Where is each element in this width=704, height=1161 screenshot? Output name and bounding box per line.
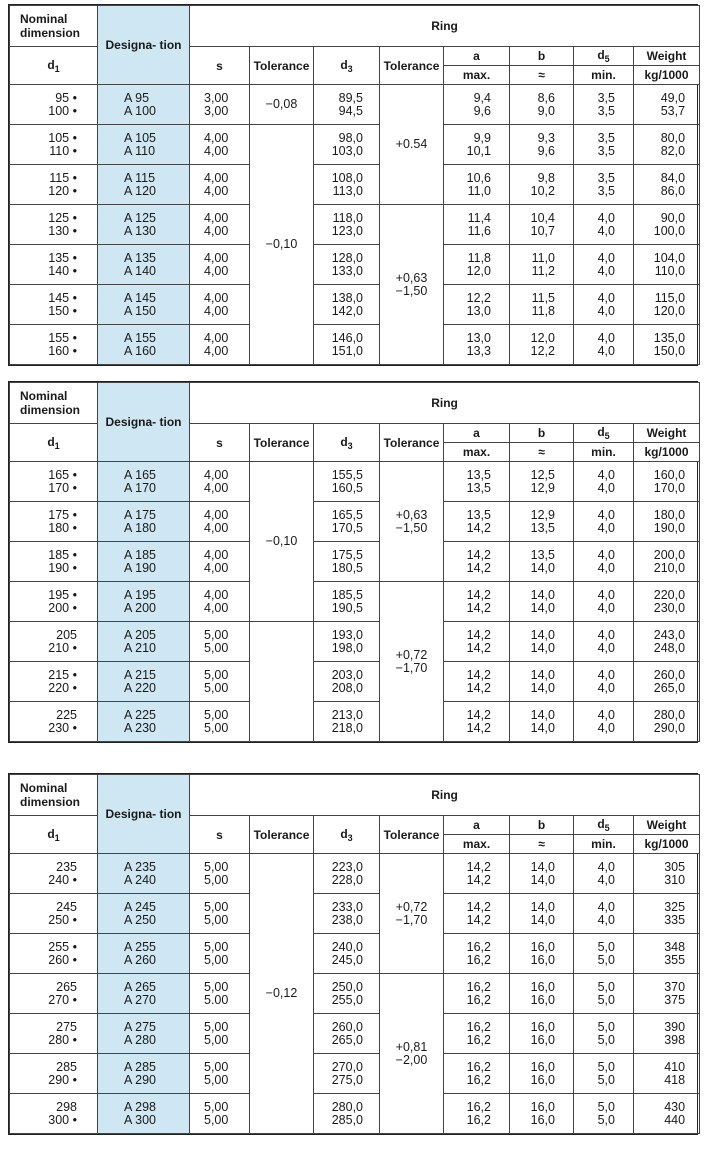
d5-cell: 5,0 5,0 — [574, 1054, 634, 1094]
d3-cell: 165,5 170,5 — [314, 502, 380, 542]
b-cell: 12,5 12,9 — [510, 462, 574, 502]
weight-cell: 260,0 265,0 — [634, 662, 700, 702]
weight-unit-header: kg/1000 — [634, 443, 700, 462]
weight-header: Weight — [634, 424, 700, 443]
d3-header: $d_3$ — [314, 816, 380, 854]
d3-tolerance-cell: +0,72 −1,70 — [380, 854, 444, 974]
weight-cell: 49,0 53,7 — [634, 85, 700, 125]
designation-cell: A 175 A 180 — [98, 502, 190, 542]
a-cell: 14,2 14,2 — [444, 702, 510, 742]
d5-cell: 5,0 5,0 — [574, 1014, 634, 1054]
a-cell: 13,0 13,3 — [444, 325, 510, 365]
d3-cell: 240,0 245,0 — [314, 934, 380, 974]
a-max-header: max. — [444, 835, 510, 854]
dimension-table — [9, 382, 700, 742]
table-2 — [8, 381, 698, 743]
d5-cell: 3,5 3,5 — [574, 125, 634, 165]
d3-cell: 146,0 151,0 — [314, 325, 380, 365]
d5-header: $d_5$ — [574, 816, 634, 835]
nominal-d1-cell: 235 240 • — [10, 854, 98, 894]
b-cell: 14,0 14,0 — [510, 854, 574, 894]
a-cell: 13,5 13,5 — [444, 462, 510, 502]
s-cell: 4,00 4,00 — [190, 205, 250, 245]
designation-cell: A 195 A 200 — [98, 582, 190, 622]
weight-cell: 220,0 230,0 — [634, 582, 700, 622]
nominal-dimension-header: Nominal dimension — [10, 775, 98, 816]
weight-cell: 390 398 — [634, 1014, 700, 1054]
d5-min-header: min. — [574, 835, 634, 854]
d5-cell: 4,0 4,0 — [574, 622, 634, 662]
s-tolerance-cell: −0,12 — [250, 854, 314, 1134]
d3-cell: 118,0 123,0 — [314, 205, 380, 245]
weight-cell: 200,0 210,0 — [634, 542, 700, 582]
a-max-header: max. — [444, 66, 510, 85]
table-row — [10, 165, 700, 205]
a-cell: 11,4 11,6 — [444, 205, 510, 245]
designation-cell: A 115 A 120 — [98, 165, 190, 205]
a-cell: 16,2 16,2 — [444, 934, 510, 974]
d3-cell: 175,5 180,5 — [314, 542, 380, 582]
s-header: s — [190, 424, 250, 462]
nominal-d1-cell: 165 • 170 • — [10, 462, 98, 502]
weight-cell: 115,0 120,0 — [634, 285, 700, 325]
d3-cell: 89,5 94,5 — [314, 85, 380, 125]
ring-header: Ring — [190, 775, 700, 816]
designation-cell: A 235 A 240 — [98, 854, 190, 894]
s-cell: 4,00 4,00 — [190, 502, 250, 542]
a-cell: 14,2 14,2 — [444, 662, 510, 702]
d3-cell: 108,0 113,0 — [314, 165, 380, 205]
s-cell: 4,00 4,00 — [190, 325, 250, 365]
table-row — [10, 1014, 700, 1054]
d5-min-header: min. — [574, 66, 634, 85]
s-cell: 4,00 4,00 — [190, 462, 250, 502]
s-cell: 5,00 5,00 — [190, 702, 250, 742]
weight-cell: 180,0 190,0 — [634, 502, 700, 542]
d3-header: $d_3$ — [314, 47, 380, 85]
d3-tolerance-header: Tolerance — [380, 424, 444, 462]
designation-header: Designa- tion — [98, 6, 190, 85]
d5-cell: 5,0 5,0 — [574, 934, 634, 974]
weight-cell: 104,0 110,0 — [634, 245, 700, 285]
d3-cell: 138,0 142,0 — [314, 285, 380, 325]
a-cell: 14,2 14,2 — [444, 582, 510, 622]
s-header: s — [190, 47, 250, 85]
weight-cell: 90,0 100,0 — [634, 205, 700, 245]
designation-cell: A 255 A 260 — [98, 934, 190, 974]
table-row — [10, 125, 700, 165]
nominal-d1-cell: 225 230 • — [10, 702, 98, 742]
b-cell: 16,0 16,0 — [510, 974, 574, 1014]
d5-header: $d_5$ — [574, 47, 634, 66]
table-row — [10, 325, 700, 365]
a-cell: 13,5 14,2 — [444, 502, 510, 542]
s-tolerance-header: Tolerance — [250, 816, 314, 854]
designation-cell: A 265 A 270 — [98, 974, 190, 1014]
d3-cell: 250,0 255,0 — [314, 974, 380, 1014]
nominal-d1-cell: 298 300 • — [10, 1094, 98, 1134]
nominal-dimension-header: Nominal dimension — [10, 6, 98, 47]
s-cell: 4,00 4,00 — [190, 542, 250, 582]
nominal-d1-cell: 255 • 260 • — [10, 934, 98, 974]
s-header: s — [190, 816, 250, 854]
nominal-dimension-header: Nominal dimension — [10, 383, 98, 424]
b-cell: 16,0 16,0 — [510, 1014, 574, 1054]
table-row — [10, 1054, 700, 1094]
s-cell: 5,00 5,00 — [190, 662, 250, 702]
weight-unit-header: kg/1000 — [634, 66, 700, 85]
s-cell: 5,00 5,00 — [190, 894, 250, 934]
d3-cell: 270,0 275,0 — [314, 1054, 380, 1094]
weight-unit-header: kg/1000 — [634, 835, 700, 854]
dimension-table — [9, 774, 700, 1134]
d5-cell: 4,0 4,0 — [574, 285, 634, 325]
a-cell: 16,2 16,2 — [444, 974, 510, 1014]
table-row — [10, 622, 700, 662]
table-row — [10, 974, 700, 1014]
d5-cell: 3,5 3,5 — [574, 165, 634, 205]
b-cell: 12,0 12,2 — [510, 325, 574, 365]
a-cell: 14,2 14,2 — [444, 854, 510, 894]
s-cell: 4,00 4,00 — [190, 125, 250, 165]
weight-cell: 348 355 — [634, 934, 700, 974]
table-row — [10, 894, 700, 934]
d1-header: $d_1$ — [10, 424, 98, 462]
d3-tolerance-cell: +0.54 — [380, 85, 444, 205]
nominal-d1-cell: 95 • 100 • — [10, 85, 98, 125]
b-cell: 11,0 11,2 — [510, 245, 574, 285]
a-cell: 9,9 10,1 — [444, 125, 510, 165]
a-max-header: max. — [444, 443, 510, 462]
d5-cell: 4,0 4,0 — [574, 662, 634, 702]
a-cell: 10,6 11,0 — [444, 165, 510, 205]
designation-cell: A 95 A 100 — [98, 85, 190, 125]
b-cell: 14,0 14,0 — [510, 662, 574, 702]
weight-header: Weight — [634, 816, 700, 835]
b-cell: 14,0 14,0 — [510, 582, 574, 622]
d3-tolerance-cell: +0,63 −1,50 — [380, 462, 444, 582]
s-cell: 3,00 3,00 — [190, 85, 250, 125]
b-cell: 9,8 10,2 — [510, 165, 574, 205]
d3-cell: 213,0 218,0 — [314, 702, 380, 742]
s-cell: 5,00 5.00 — [190, 974, 250, 1014]
a-cell: 16,2 16,2 — [444, 1094, 510, 1134]
d5-cell: 4,0 4,0 — [574, 245, 634, 285]
s-tolerance-cell — [250, 622, 314, 742]
d3-header: $d_3$ — [314, 424, 380, 462]
a-cell: 9,4 9,6 — [444, 85, 510, 125]
b-cell: 14,0 14,0 — [510, 622, 574, 662]
weight-cell: 325 335 — [634, 894, 700, 934]
nominal-d1-cell: 275 280 • — [10, 1014, 98, 1054]
nominal-d1-cell: 185 • 190 • — [10, 542, 98, 582]
b-approx-header: ≈ — [510, 835, 574, 854]
d5-cell: 4,0 4,0 — [574, 325, 634, 365]
d3-cell: 203,0 208,0 — [314, 662, 380, 702]
s-cell: 5,00 5,00 — [190, 1054, 250, 1094]
d3-tolerance-header: Tolerance — [380, 816, 444, 854]
s-cell: 4,00 4,00 — [190, 582, 250, 622]
designation-cell: A 275 A 280 — [98, 1014, 190, 1054]
table-row — [10, 702, 700, 742]
s-tolerance-header: Tolerance — [250, 47, 314, 85]
b-cell: 14,0 14,0 — [510, 702, 574, 742]
b-cell: 16,0 16,0 — [510, 1054, 574, 1094]
d3-cell: 185,5 190,5 — [314, 582, 380, 622]
d3-cell: 280,0 285,0 — [314, 1094, 380, 1134]
d3-tolerance-cell: +0,81 −2,00 — [380, 974, 444, 1134]
d5-cell: 5,0 5,0 — [574, 1094, 634, 1134]
weight-cell: 243,0 248,0 — [634, 622, 700, 662]
a-cell: 14,2 14,2 — [444, 894, 510, 934]
designation-cell: A 225 A 230 — [98, 702, 190, 742]
d3-tolerance-cell: +0,72 −1,70 — [380, 582, 444, 742]
table-3 — [8, 773, 698, 1135]
d5-cell: 4,0 4,0 — [574, 854, 634, 894]
a-cell: 12,2 13,0 — [444, 285, 510, 325]
d5-cell: 4,0 4,0 — [574, 702, 634, 742]
a-cell: 11,8 12,0 — [444, 245, 510, 285]
s-cell: 4,00 4,00 — [190, 165, 250, 205]
b-cell: 16,0 16,0 — [510, 934, 574, 974]
designation-cell: A 145 A 150 — [98, 285, 190, 325]
d3-tolerance-header: Tolerance — [380, 47, 444, 85]
b-cell: 9,3 9,6 — [510, 125, 574, 165]
table-row — [10, 462, 700, 502]
d5-min-header: min. — [574, 443, 634, 462]
s-cell: 5,00 5,00 — [190, 622, 250, 662]
designation-cell: A 105 A 110 — [98, 125, 190, 165]
d1-header: $d_1$ — [10, 816, 98, 854]
a-header: a — [444, 47, 510, 66]
s-tolerance-cell: −0,08 — [250, 85, 314, 125]
s-cell: 5,00 5,00 — [190, 1014, 250, 1054]
b-header: b — [510, 424, 574, 443]
a-cell: 14,2 14,2 — [444, 622, 510, 662]
s-tolerance-header: Tolerance — [250, 424, 314, 462]
table-row — [10, 85, 700, 125]
weight-cell: 370 375 — [634, 974, 700, 1014]
s-cell: 5,00 5,00 — [190, 854, 250, 894]
designation-cell: A 125 A 130 — [98, 205, 190, 245]
nominal-d1-cell: 205 210 • — [10, 622, 98, 662]
nominal-d1-cell: 135 • 140 • — [10, 245, 98, 285]
weight-cell: 430 440 — [634, 1094, 700, 1134]
designation-cell: A 298 A 300 — [98, 1094, 190, 1134]
weight-cell: 410 418 — [634, 1054, 700, 1094]
nominal-d1-cell: 145 • 150 • — [10, 285, 98, 325]
table-row — [10, 662, 700, 702]
b-approx-header: ≈ — [510, 443, 574, 462]
ring-header: Ring — [190, 383, 700, 424]
s-tolerance-cell: −0,10 — [250, 125, 314, 365]
weight-cell: 80,0 82,0 — [634, 125, 700, 165]
d5-cell: 4,0 4,0 — [574, 462, 634, 502]
s-cell: 5,00 5,00 — [190, 1094, 250, 1134]
b-cell: 8,6 9,0 — [510, 85, 574, 125]
designation-cell: A 205 A 210 — [98, 622, 190, 662]
s-cell: 4,00 4,00 — [190, 245, 250, 285]
nominal-d1-cell: 175 • 180 • — [10, 502, 98, 542]
weight-cell: 305 310 — [634, 854, 700, 894]
d3-cell: 128,0 133,0 — [314, 245, 380, 285]
nominal-d1-cell: 105 • 110 • — [10, 125, 98, 165]
nominal-d1-cell: 285 290 • — [10, 1054, 98, 1094]
d3-cell: 155,5 160,5 — [314, 462, 380, 502]
d5-cell: 4,0 4,0 — [574, 894, 634, 934]
s-tolerance-cell: −0,10 — [250, 462, 314, 622]
designation-cell: A 135 A 140 — [98, 245, 190, 285]
b-cell: 10,4 10,7 — [510, 205, 574, 245]
d3-cell: 260,0 265,0 — [314, 1014, 380, 1054]
table-row — [10, 934, 700, 974]
designation-header: Designa- tion — [98, 775, 190, 854]
d5-cell: 4,0 4,0 — [574, 542, 634, 582]
d5-header: $d_5$ — [574, 424, 634, 443]
designation-cell: A 215 A 220 — [98, 662, 190, 702]
b-cell: 11,5 11,8 — [510, 285, 574, 325]
weight-cell: 280,0 290,0 — [634, 702, 700, 742]
a-header: a — [444, 816, 510, 835]
nominal-d1-cell: 155 • 160 • — [10, 325, 98, 365]
a-header: a — [444, 424, 510, 443]
d3-cell: 193,0 198,0 — [314, 622, 380, 662]
b-header: b — [510, 816, 574, 835]
table-row — [10, 582, 700, 622]
table-row — [10, 542, 700, 582]
nominal-d1-cell: 125 • 130 • — [10, 205, 98, 245]
d3-cell: 223,0 228,0 — [314, 854, 380, 894]
d3-tolerance-cell: +0,63 −1,50 — [380, 205, 444, 365]
d1-header: $d_1$ — [10, 47, 98, 85]
designation-cell: A 165 A 170 — [98, 462, 190, 502]
designation-cell: A 155 A 160 — [98, 325, 190, 365]
d5-cell: 4,0 4,0 — [574, 582, 634, 622]
designation-cell: A 245 A 250 — [98, 894, 190, 934]
nominal-d1-cell: 195 • 200 • — [10, 582, 98, 622]
a-cell: 14,2 14,2 — [444, 542, 510, 582]
nominal-d1-cell: 115 • 120 • — [10, 165, 98, 205]
nominal-d1-cell: 215 • 220 • — [10, 662, 98, 702]
s-cell: 4,00 4,00 — [190, 285, 250, 325]
table-row — [10, 1094, 700, 1134]
b-cell: 13,5 14,0 — [510, 542, 574, 582]
ring-header: Ring — [190, 6, 700, 47]
table-row — [10, 245, 700, 285]
designation-cell: A 185 A 190 — [98, 542, 190, 582]
b-cell: 12,9 13,5 — [510, 502, 574, 542]
nominal-d1-cell: 265 270 • — [10, 974, 98, 1014]
a-cell: 16,2 16,2 — [444, 1054, 510, 1094]
weight-cell: 84,0 86,0 — [634, 165, 700, 205]
d5-cell: 5,0 5,0 — [574, 974, 634, 1014]
b-approx-header: ≈ — [510, 66, 574, 85]
weight-cell: 135,0 150,0 — [634, 325, 700, 365]
d3-cell: 98,0 103,0 — [314, 125, 380, 165]
weight-header: Weight — [634, 47, 700, 66]
nominal-d1-cell: 245 250 • — [10, 894, 98, 934]
table-row — [10, 285, 700, 325]
d3-cell: 233,0 238,0 — [314, 894, 380, 934]
a-cell: 16,2 16,2 — [444, 1014, 510, 1054]
s-cell: 5,00 5,00 — [190, 934, 250, 974]
designation-cell: A 285 A 290 — [98, 1054, 190, 1094]
b-cell: 16,0 16,0 — [510, 1094, 574, 1134]
dimension-table — [9, 5, 700, 365]
table-row — [10, 854, 700, 894]
b-cell: 14,0 14,0 — [510, 894, 574, 934]
designation-header: Designa- tion — [98, 383, 190, 462]
table-row — [10, 205, 700, 245]
d5-cell: 4,0 4,0 — [574, 205, 634, 245]
b-header: b — [510, 47, 574, 66]
d5-cell: 3,5 3,5 — [574, 85, 634, 125]
table-row — [10, 502, 700, 542]
table-1 — [8, 4, 698, 366]
weight-cell: 160,0 170,0 — [634, 462, 700, 502]
d5-cell: 4,0 4,0 — [574, 502, 634, 542]
